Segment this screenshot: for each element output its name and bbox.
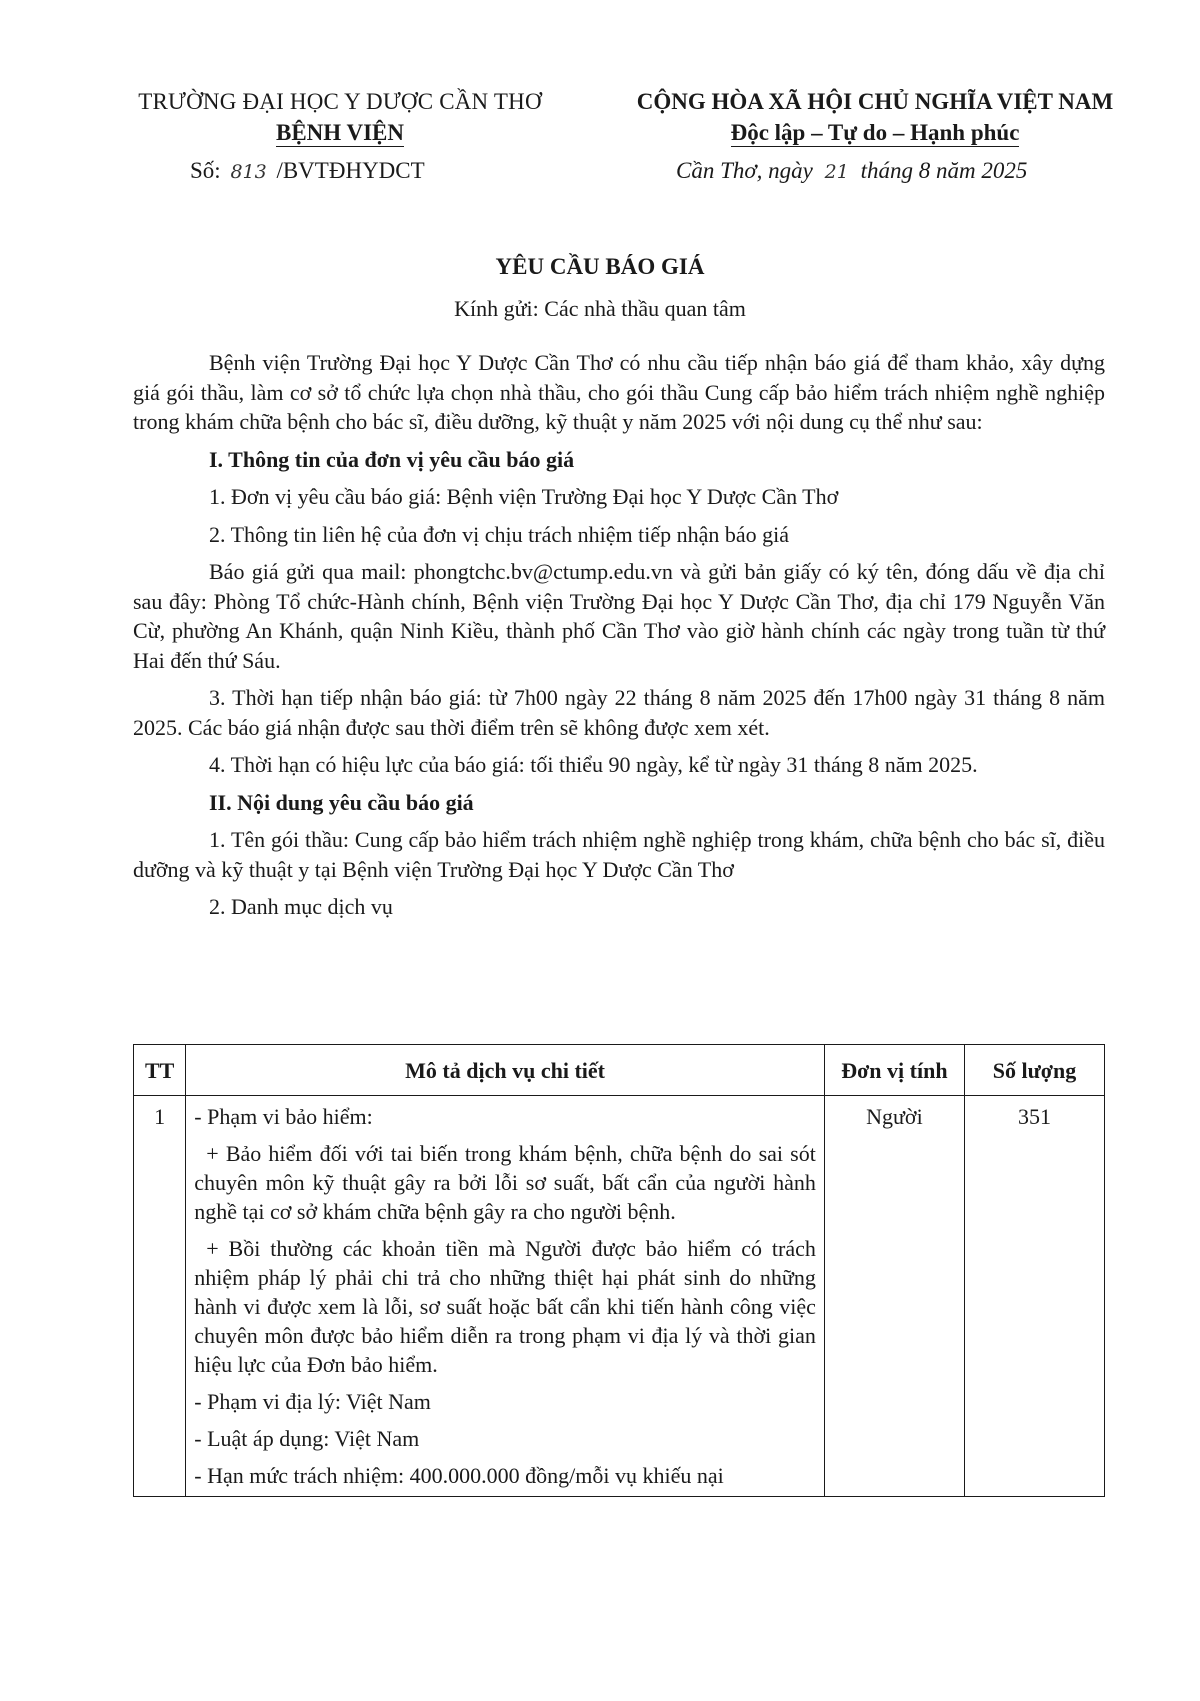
document-body [133, 348, 1105, 930]
national-motto: Độc lập – Tự do – Hạnh phúc [730, 120, 1020, 145]
national-heading [600, 86, 1150, 148]
column-header: Mô tả dịch vụ chi tiết [186, 1045, 825, 1096]
unit-of-measure: Người [824, 1096, 964, 1497]
section-1-item-1: 1. Đơn vị yêu cầu báo giá: Bệnh viện Trường Đại học Y Dược Cần Thơ [209, 484, 839, 509]
date-day: 21 [824, 161, 849, 183]
description-line: - Luật áp dụng: Việt Nam [194, 1426, 420, 1451]
column-header: Đơn vị tính [824, 1045, 964, 1096]
reference-suffix: /BVTĐHYDCT [276, 158, 425, 183]
column-header: Số lượng [964, 1045, 1104, 1096]
description-line: - Phạm vi bảo hiểm: [194, 1104, 373, 1129]
intro-paragraph: Bệnh viện Trường Đại học Y Dược Cần Thơ có nhu cầu tiếp nhận báo giá để tham khảo, xây dựng giá gói thầu, làm cơ sở tổ chức lựa chọn nhà thầu, cho gói thầu Cung cấp bảo hiểm trách nhiệm nghề nghiệp trong khám chữa bệnh cho bác sĩ, điều dưỡng, kỹ thuật y năm 2025 với nội dung cụ thể như sau: [133, 350, 1105, 434]
description-line: - Phạm vi địa lý: Việt Nam [194, 1389, 431, 1414]
row-number: 1 [134, 1096, 186, 1497]
document-title: YÊU CẦU BÁO GIÁ [495, 254, 705, 279]
section-1-item-4: 4. Thời hạn có hiệu lực của báo giá: tối thiểu 90 ngày, kể từ ngày 31 tháng 8 năm 2025. [209, 752, 978, 777]
date-prefix: Cần Thơ, ngày [676, 158, 813, 183]
contact-paragraph: Báo giá gửi qua mail: phongtchc.bv@ctump.edu.vn và gửi bản giấy có ký tên, đóng dấu về địa chỉ sau đây: Phòng Tổ chức-Hành chính, Bệnh viện Trường Đại học Y Dược Cần Thơ, địa chỉ 179 Nguyễn Văn Cừ, phường An Khánh, quận Ninh Kiều, thành phố Cần Thơ vào giờ hành chính các ngày trong tuần từ thứ Hai đến thứ Sáu. [133, 559, 1105, 673]
section-2-item-1: 1. Tên gói thầu: Cung cấp bảo hiểm trách nhiệm nghề nghiệp trong khám, chữa bệnh cho bác sĩ, điều dưỡng và kỹ thuật y tại Bệnh viện Trường Đại học Y Dược Cần Thơ [133, 827, 1105, 882]
service-description [186, 1096, 825, 1497]
document-date [676, 158, 1027, 184]
description-line: + Bồi thường các khoản tiền mà Người được bảo hiểm có trách nhiệm pháp lý phải chi trả cho những thiệt hại phát sinh do những hành vi được xem là lỗi, sơ suất hoặc bất cẩn khi tiến hành công việc chuyên môn được bảo hiểm diễn ra trong phạm vi địa lý và thời gian hiệu lực của Đơn bảo hiểm. [194, 1236, 816, 1377]
column-header: TT [134, 1045, 186, 1096]
salutation: Kính gửi: Các nhà thầu quan tâm [454, 296, 746, 321]
section-2-item-2: 2. Danh mục dịch vụ [209, 894, 393, 919]
issuer-unit: BỆNH VIỆN [275, 120, 405, 145]
section-1-item-3: 3. Thời hạn tiếp nhận báo giá: từ 7h00 ngày 22 tháng 8 năm 2025 đến 17h00 ngày 31 tháng 8 năm 2025. Các báo giá nhận được sau thời điểm trên sẽ không được xem xét. [133, 685, 1105, 740]
issuer-organization: TRƯỜNG ĐẠI HỌC Y DƯỢC CẦN THƠ [138, 89, 542, 114]
section-1-heading: I. Thông tin của đơn vị yêu cầu báo giá [209, 446, 575, 472]
description-line: + Bảo hiểm đối với tai biến trong khám bệnh, chữa bệnh do sai sót chuyên môn kỹ thuật gây ra bởi lỗi sơ suất, bất cẩn của người hành nghề tại cơ sở khám chữa bệnh gây ra cho người bệnh. [194, 1141, 816, 1224]
reference-number: 813 [230, 161, 267, 183]
table-header-row [134, 1045, 1105, 1096]
section-1-item-2: 2. Thông tin liên hệ của đơn vị chịu trách nhiệm tiếp nhận báo giá [209, 521, 790, 547]
issuer-block [110, 86, 570, 148]
description-line: - Hạn mức trách nhiệm: 400.000.000 đồng/mỗi vụ khiếu nại [194, 1463, 724, 1488]
table-row [134, 1096, 1105, 1497]
country-name: CỘNG HÒA XÃ HỘI CHỦ NGHĨA VIỆT NAM [636, 89, 1114, 114]
section-2-heading: II. Nội dung yêu cầu báo giá [209, 789, 474, 815]
reference-prefix: Số: [190, 158, 221, 183]
quantity: 351 [964, 1096, 1104, 1497]
document-reference [190, 158, 425, 184]
date-suffix: tháng 8 năm 2025 [860, 158, 1028, 183]
service-table [133, 1044, 1105, 1497]
